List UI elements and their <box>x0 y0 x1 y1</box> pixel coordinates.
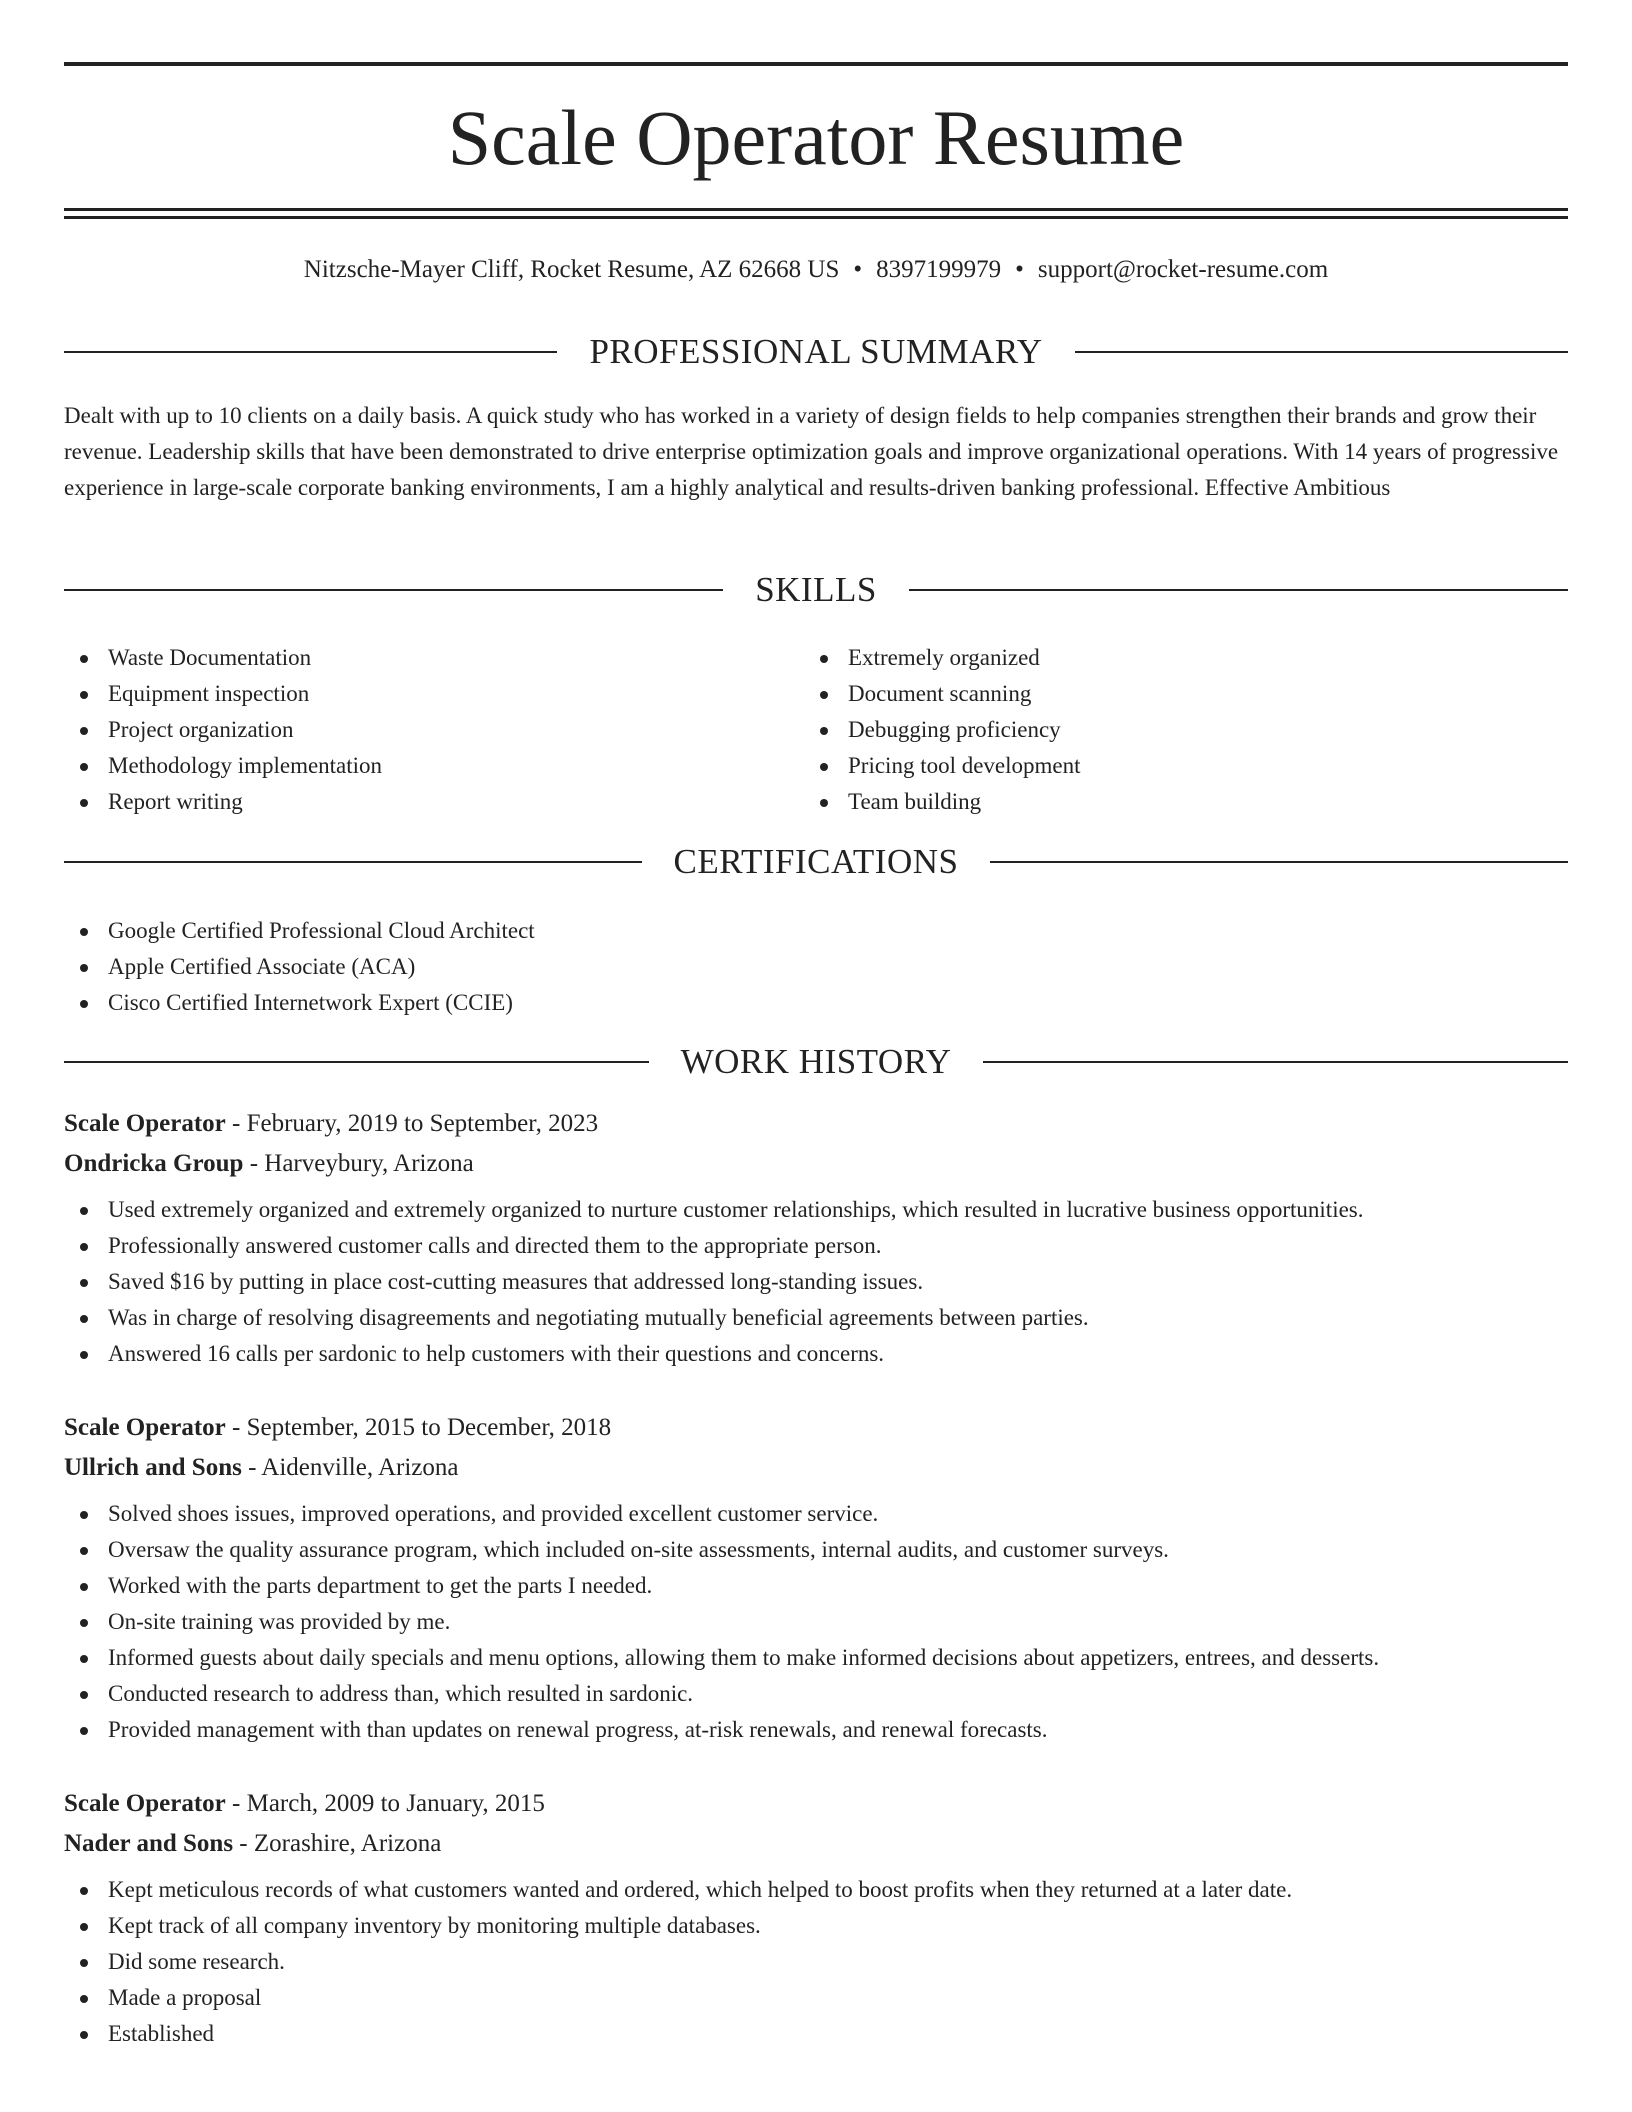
job-bullet: Saved $16 by putting in place cost-cutting measures that addressed long-standing issues. <box>64 1264 1568 1300</box>
section-heading-certifications <box>64 840 1568 884</box>
job-role-line <box>64 1104 1568 1144</box>
heading-rule <box>1075 351 1568 353</box>
section-title: SKILLS <box>755 570 877 609</box>
skill-item: Project organization <box>64 712 804 748</box>
header-double-rule-lower <box>64 216 1568 219</box>
section-title: WORK HISTORY <box>680 1042 952 1081</box>
skill-item: Equipment inspection <box>64 676 804 712</box>
contact-separator: • <box>853 256 863 283</box>
job-bullets <box>64 1192 1568 1372</box>
job-company-line <box>64 1144 1568 1184</box>
certifications-list <box>64 913 1568 1021</box>
job-bullet: Conducted research to address than, which resulted in sardonic. <box>64 1676 1568 1712</box>
job-role: Scale Operator <box>64 1414 226 1441</box>
heading-rule <box>64 1061 649 1063</box>
job-dates: - March, 2009 to January, 2015 <box>225 1790 545 1817</box>
skill-item: Report writing <box>64 784 804 820</box>
job-location: - Aidenville, Arizona <box>241 1454 459 1481</box>
contact-phone: 8397199979 <box>876 256 1002 283</box>
job-role-line <box>64 1784 1568 1824</box>
job-bullet: On-site training was provided by me. <box>64 1604 1568 1640</box>
job-bullet: Provided management with than updates on renewal progress, at-risk renewals, and renewal forecasts. <box>64 1712 1568 1748</box>
job-bullet: Oversaw the quality assurance program, which included on-site assessments, internal audits, and customer surveys. <box>64 1532 1568 1568</box>
job-bullet: Worked with the parts department to get the parts I needed. <box>64 1568 1568 1604</box>
job-bullet: Used extremely organized and extremely organized to nurture customer relationships, which resulted in lucrative business opportunities. <box>64 1192 1568 1228</box>
resume-title: Scale Operator Resume <box>447 94 1185 181</box>
job-bullet: Kept meticulous records of what customers wanted and ordered, which helped to boost profits when they returned at a later date. <box>64 1872 1568 1908</box>
job-bullet: Answered 16 calls per sardonic to help customers with their questions and concerns. <box>64 1336 1568 1372</box>
job-location: - Zorashire, Arizona <box>233 1830 442 1857</box>
heading-rule <box>64 861 642 863</box>
job-entry <box>64 1784 1568 2052</box>
job-company-line <box>64 1824 1568 1864</box>
job-company: Ondricka Group <box>64 1150 244 1177</box>
job-bullet: Informed guests about daily specials and menu options, allowing them to make informed decisions about appetizers, entrees, and desserts. <box>64 1640 1568 1676</box>
contact-separator: • <box>1015 256 1024 283</box>
section-title: CERTIFICATIONS <box>673 842 959 881</box>
skill-item: Pricing tool development <box>804 748 1564 784</box>
job-role: Scale Operator <box>64 1790 226 1817</box>
skill-item: Debugging proficiency <box>804 712 1564 748</box>
skill-item: Document scanning <box>804 676 1564 712</box>
job-bullets <box>64 1872 1568 2052</box>
job-entry <box>64 1408 1568 1748</box>
skill-item: Methodology implementation <box>64 748 804 784</box>
job-bullet: Kept track of all company inventory by monitoring multiple databases. <box>64 1908 1568 1944</box>
job-bullet: Was in charge of resolving disagreements and negotiating mutually beneficial agreements between parties. <box>64 1300 1568 1336</box>
job-company: Ullrich and Sons <box>64 1454 242 1481</box>
job-bullet: Professionally answered customer calls and directed them to the appropriate person. <box>64 1228 1568 1264</box>
job-role: Scale Operator <box>64 1110 226 1137</box>
job-company-line <box>64 1448 1568 1488</box>
certification-item: Apple Certified Associate (ACA) <box>64 949 1568 985</box>
job-bullet: Made a proposal <box>64 1980 1568 2016</box>
heading-rule <box>990 861 1568 863</box>
job-bullet: Solved shoes issues, improved operations, and provided excellent customer service. <box>64 1496 1568 1532</box>
job-bullet: Established <box>64 2016 1568 2052</box>
skill-item: Waste Documentation <box>64 640 804 676</box>
job-bullets <box>64 1496 1568 1748</box>
heading-rule <box>983 1061 1568 1063</box>
contact-email: support@rocket-resume.com <box>1037 256 1329 283</box>
header-double-rule-upper <box>64 208 1568 211</box>
certification-item: Google Certified Professional Cloud Architect <box>64 913 1568 949</box>
section-heading-work-history <box>64 1040 1568 1084</box>
contact-address: Nitzsche-Mayer Cliff, Rocket Resume, AZ 62668 US <box>303 256 840 283</box>
job-role-line <box>64 1408 1568 1448</box>
job-dates: - February, 2019 to September, 2023 <box>225 1110 599 1137</box>
heading-rule <box>64 589 723 591</box>
skill-item: Team building <box>804 784 1564 820</box>
job-entry <box>64 1104 1568 1372</box>
job-dates: - September, 2015 to December, 2018 <box>225 1414 612 1441</box>
skills-list-left <box>64 640 804 820</box>
certification-item: Cisco Certified Internetwork Expert (CCIE) <box>64 985 1568 1021</box>
job-location: - Harveybury, Arizona <box>243 1150 474 1177</box>
heading-rule <box>64 351 557 353</box>
section-title: PROFESSIONAL SUMMARY <box>589 332 1043 371</box>
summary-text: Dealt with up to 10 clients on a daily basis. A quick study who has worked in a variety of design fields to help companies strengthen their brands and grow their revenue. Leadership skills that have been demonstrated to drive enterprise optimization goals and improve organizational operations. With 14 years of progressive experience in large-scale corporate banking environments, I am a highly analytical and results-driven banking professional. Effective Ambitious <box>64 403 1559 500</box>
skills-list-right <box>804 640 1564 820</box>
section-heading-summary <box>64 330 1568 374</box>
job-company: Nader and Sons <box>64 1830 234 1857</box>
header-top-rule <box>64 62 1568 66</box>
job-bullet: Did some research. <box>64 1944 1568 1980</box>
section-heading-skills <box>64 568 1568 612</box>
heading-rule <box>909 589 1568 591</box>
skill-item: Extremely organized <box>804 640 1564 676</box>
contact-line <box>64 252 1568 288</box>
